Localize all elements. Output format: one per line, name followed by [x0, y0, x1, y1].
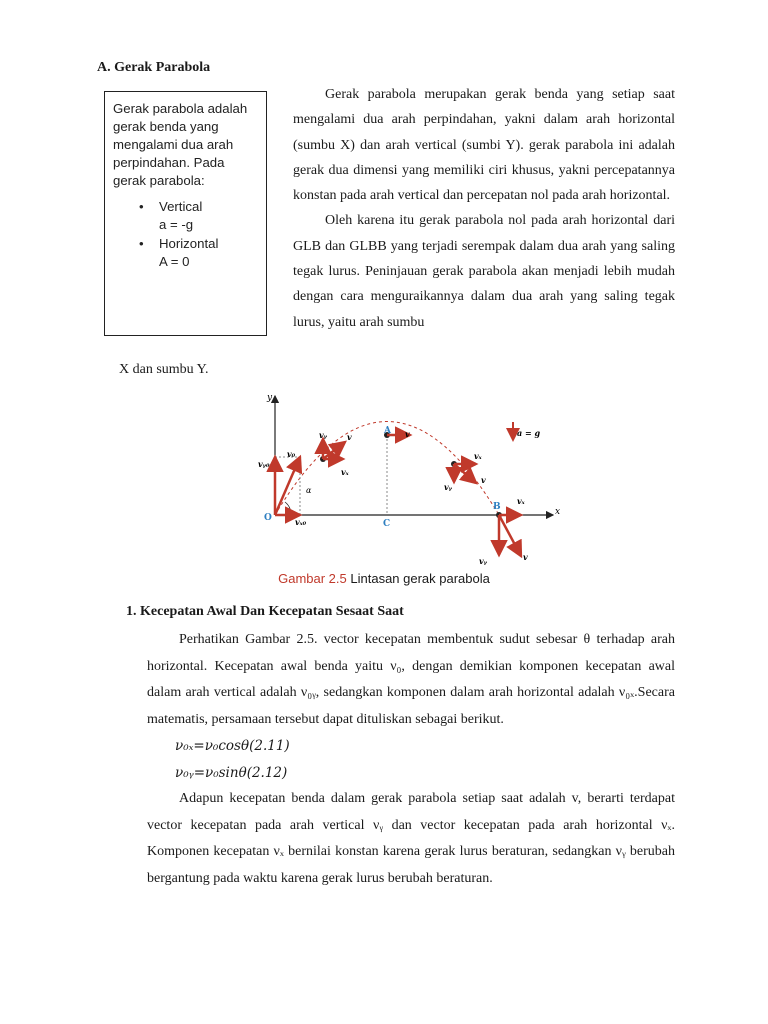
- intro-text: [293, 82, 675, 335]
- vx0-label: vₓ₀: [295, 517, 307, 527]
- figure-caption-label: Gambar 2.5: [278, 571, 347, 586]
- summary-list: [113, 198, 258, 271]
- v0-arrow: [275, 457, 300, 515]
- point-a-label: A: [384, 426, 391, 436]
- svg-text:v: v: [523, 552, 528, 562]
- section-heading: A. Gerak Parabola: [97, 60, 211, 75]
- intro-paragraph-2: Oleh karena itu gerak parabola nol pada arah horizontal dari GLB dan GLBB yang terjadi serempak dalam dua arah yang saling tegak lurus. Peninjauan gerak parabola akan menjadi lebih mudah dengan cara menguraikannya dalam dua arah yang saling tegak lurus, yaitu arah sumbu: [293, 213, 675, 330]
- svg-text:vₓ: vₓ: [517, 496, 525, 506]
- figure-caption: [0, 571, 768, 586]
- point-b-label: B: [493, 502, 501, 512]
- svg-text:vₓ: vₓ: [341, 467, 349, 477]
- summary-item-horizontal: [113, 235, 258, 271]
- summary-item-vertical: [113, 198, 258, 234]
- summary-intro: Gerak parabola adalah gerak benda yang mengalami dua arah perpindahan. Pada gerak parabola:: [113, 101, 248, 188]
- svg-text:v: v: [405, 429, 410, 439]
- point-c-label: C: [383, 519, 391, 529]
- body-text: [147, 627, 675, 892]
- summary-item-label: Horizontal: [159, 236, 219, 251]
- svg-text:vᵧ: vᵧ: [479, 556, 487, 566]
- subsection-heading: 1. Kecepatan Awal Dan Kecepatan Sesaat Saat: [126, 604, 404, 619]
- summary-item-label: Vertical: [159, 199, 203, 214]
- equation-2-12: ν₀ᵧ=ν₀sinθ(2.12): [175, 764, 288, 781]
- svg-text:vᵧ: vᵧ: [444, 482, 452, 492]
- summary-item-formula: a = -g: [159, 217, 194, 232]
- body-paragraph-2: Adapun kecepatan benda dalam gerak parabola setiap saat adalah v, berarti terdapat vector kecepatan pada arah vertical νᵧ dan vector kecepatan pada arah horizontal νₓ. Komponen kecepatan νₓ bernilai konstan karena gerak lurus beraturan, sedangkan νᵧ berubah bergantung pada waktu karena gerak lurus berubah beraturan.: [147, 791, 675, 886]
- bullet-icon: •: [139, 199, 144, 214]
- accel-label: a = g: [517, 428, 541, 438]
- svg-text:v: v: [347, 432, 352, 442]
- alpha-label: α: [306, 486, 312, 495]
- svg-text:vₓ: vₓ: [474, 451, 482, 461]
- intro-paragraph-1: Gerak parabola merupakan gerak benda yang setiap saat mengalami dua arah perpindahan, yakni dalam arah horizontal (sumbu X) dan arah vertical (sumbi Y). gerak parabola ini adalah gerak dua dimensi yang memiliki ciri khusus, yakni percepatannya konstan pada arah vertical dan percepatan nol pada arah horizontal.: [293, 87, 675, 204]
- v0-label: v₀: [287, 449, 296, 459]
- body-paragraph-1: Perhatikan Gambar 2.5. vector kecepatan membentuk sudut sebesar θ terhadap arah horizontal. Kecepatan awal benda yaitu ν₀, dengan demikian komponen kecepatan awal dalam arah vertical adalah ν₀ᵧ, sedangkan komponen dalam arah horizontal adalah ν₀ₓ.Secara matematis, persamaan tersebut dapat dituliskan sebagai berikut.: [147, 632, 675, 727]
- origin-label: O: [264, 513, 272, 523]
- equation-2-11: ν₀ₓ=ν₀cosθ(2.11): [175, 738, 290, 754]
- bullet-icon: •: [139, 236, 144, 251]
- svg-text:vᵧ: vᵧ: [319, 430, 327, 440]
- summary-box: [104, 91, 267, 336]
- intro-paragraph-tail: X dan sumbu Y.: [119, 362, 209, 377]
- x-axis-label: x: [555, 507, 561, 517]
- y-axis-label: y: [267, 393, 273, 403]
- figure-caption-text: Lintasan gerak parabola: [346, 571, 490, 586]
- svg-text:v: v: [481, 475, 486, 485]
- parabola-figure: [255, 390, 565, 570]
- summary-item-formula: A = 0: [159, 254, 190, 269]
- vy0-label: vᵧ₀: [258, 459, 270, 469]
